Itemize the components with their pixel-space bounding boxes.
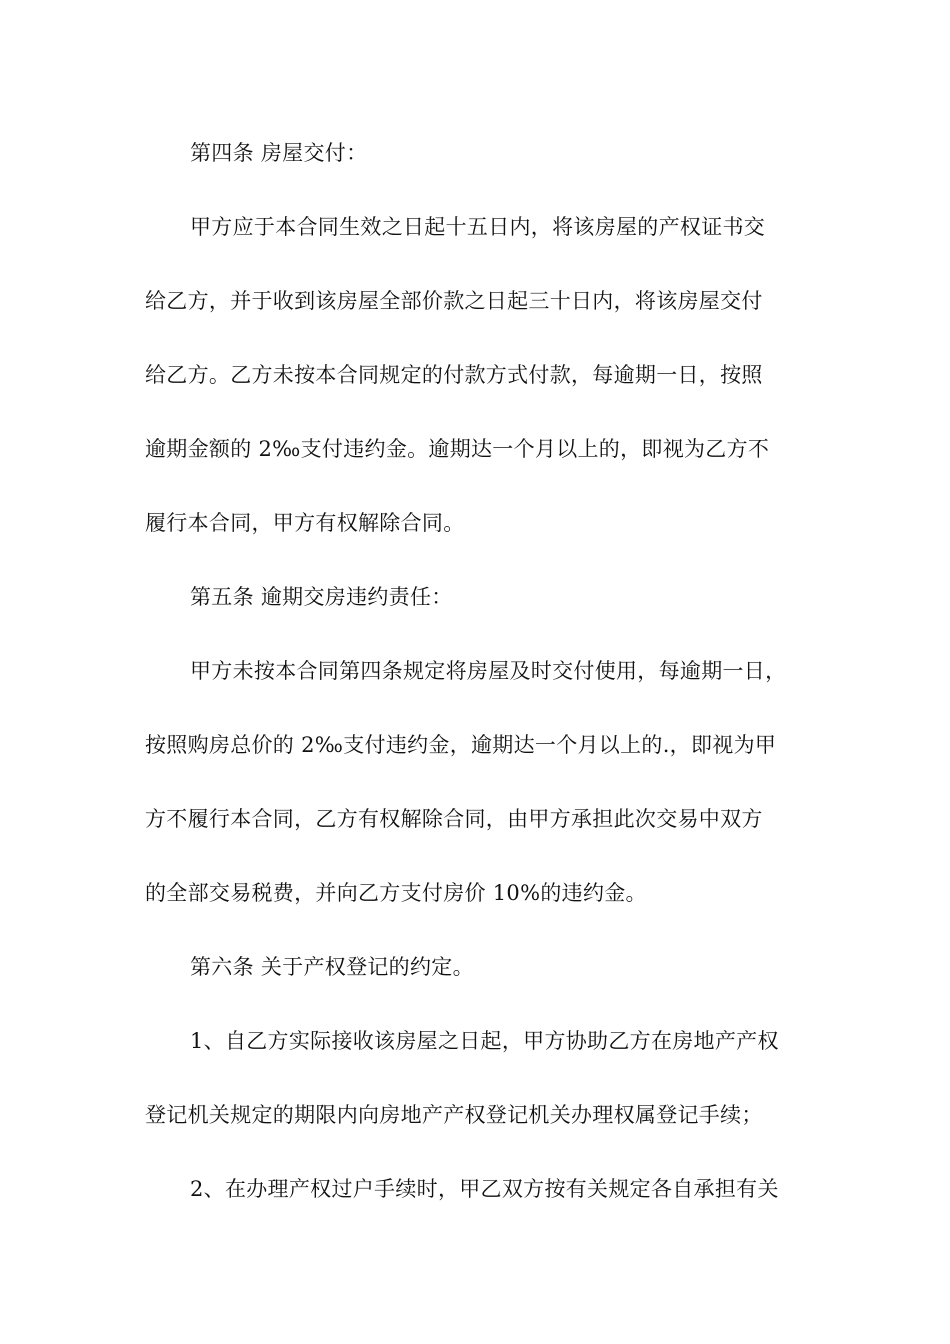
article-6-heading: 第六条 关于产权登记的约定。 xyxy=(190,955,474,979)
paragraph-line: 给乙方。乙方未按本合同规定的付款方式付款，每逾期一日，按照 xyxy=(145,363,763,387)
list-item-line: 2、在办理产权过户手续时，甲乙双方按有关规定各自承担有关 xyxy=(190,1177,779,1201)
paragraph-line: 履行本合同，甲方有权解除合同。 xyxy=(145,511,465,535)
paragraph-line: 的全部交易税费，并向乙方支付房价 10%的违约金。 xyxy=(145,881,647,905)
paragraph-line: 逾期金额的 2‰支付违约金。逾期达一个月以上的，即视为乙方不 xyxy=(145,437,770,461)
paragraph-line: 甲方未按本合同第四条规定将房屋及时交付使用，每逾期一日， xyxy=(190,659,787,683)
article-5-heading: 第五条 逾期交房违约责任： xyxy=(190,585,453,609)
paragraph-line: 按照购房总价的 2‰支付违约金，逾期达一个月以上的.，即视为甲 xyxy=(145,733,777,757)
list-item-line: 登记机关规定的期限内向房地产产权登记机关办理权属登记手续； xyxy=(145,1103,763,1127)
paragraph-line: 甲方应于本合同生效之日起十五日内，将该房屋的产权证书交 xyxy=(190,215,766,239)
article-4-heading: 第四条 房屋交付： xyxy=(190,141,368,165)
paragraph-line: 给乙方，并于收到该房屋全部价款之日起三十日内，将该房屋交付 xyxy=(145,289,763,313)
paragraph-line: 方不履行本合同，乙方有权解除合同，由甲方承担此次交易中双方 xyxy=(145,807,763,831)
list-item-line: 1、自乙方实际接收该房屋之日起，甲方协助乙方在房地产产权 xyxy=(190,1029,779,1053)
